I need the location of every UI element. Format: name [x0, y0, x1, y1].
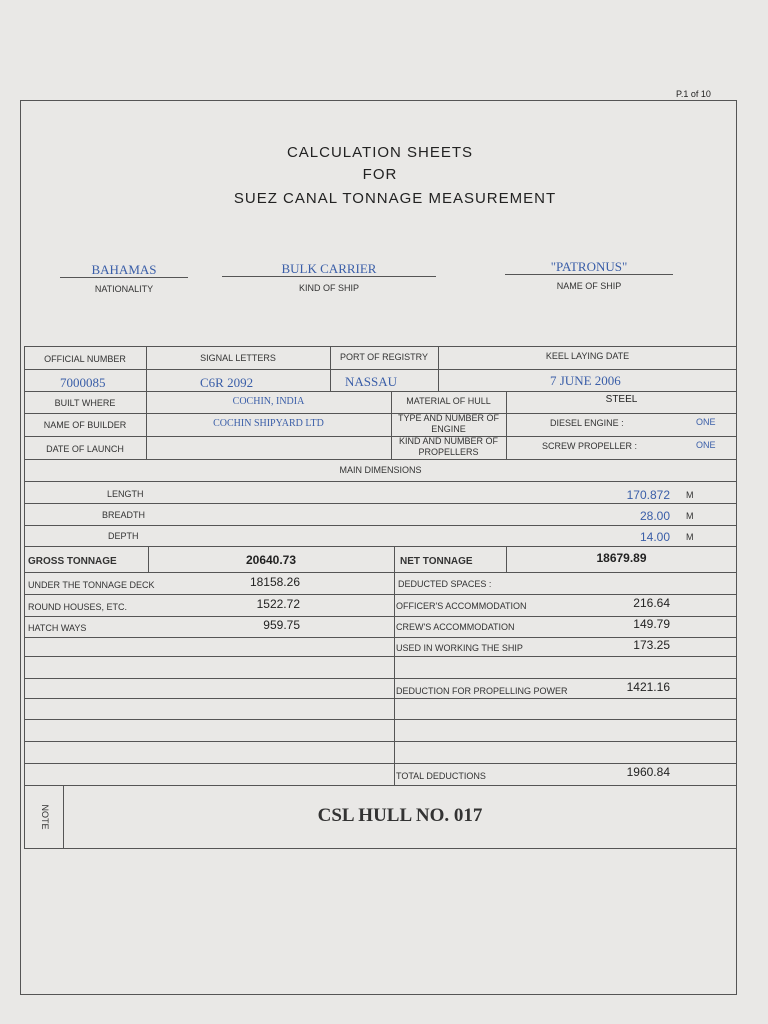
title-line-1: CALCULATION SHEETS — [286, 144, 474, 161]
under-tonnage-deck-value: 18158.26 — [249, 575, 300, 589]
round-houses-value: 1522.72 — [256, 597, 300, 611]
title-line-2: FOR — [362, 166, 398, 183]
official-number-label: OFFICIAL NUMBER — [44, 354, 126, 364]
signal-letters-value: C6R 2092 — [200, 375, 254, 390]
breadth-label: BREADTH — [102, 510, 146, 520]
title-line-3: SUEZ CANAL TONNAGE MEASUREMENT — [233, 190, 557, 207]
port-of-registry-label: PORT OF REGISTRY — [339, 352, 429, 362]
hatch-ways-value: 959.75 — [263, 618, 300, 632]
total-deductions-label: TOTAL DEDUCTIONS — [396, 771, 486, 781]
round-houses-label: ROUND HOUSES, ETC. — [28, 602, 128, 612]
ship-name-value: "PATRONUS" — [550, 259, 628, 274]
nationality-value: BAHAMAS — [91, 262, 157, 277]
kind-of-ship-label: KIND OF SHIP — [298, 283, 359, 293]
length-unit: M — [686, 490, 694, 500]
hatch-ways-label: HATCH WAYS — [28, 623, 87, 633]
gross-tonnage-value: 20640.73 — [245, 553, 297, 567]
net-tonnage-label: NET TONNAGE — [400, 556, 473, 567]
depth-label: DEPTH — [108, 531, 139, 541]
breadth-value: 28.00 — [639, 509, 670, 523]
depth-unit: M — [686, 532, 694, 542]
engine-type-value: DIESEL ENGINE : — [550, 418, 624, 428]
propelling-power-label: DEDUCTION FOR PROPELLING POWER — [396, 686, 568, 696]
under-tonnage-deck-label: UNDER THE TONNAGE DECK — [28, 580, 155, 590]
official-number-value: 7000085 — [60, 375, 106, 390]
keel-laying-date-label: KEEL LAYING DATE — [545, 351, 630, 361]
propelling-power-value: 1421.16 — [626, 680, 670, 694]
nationality-underline — [60, 277, 188, 278]
main-dimensions-heading: MAIN DIMENSIONS — [339, 465, 422, 475]
note-label: NOTE — [40, 804, 50, 830]
ship-name-label: NAME OF SHIP — [556, 281, 622, 291]
material-of-hull-label: MATERIAL OF HULL — [406, 396, 491, 406]
length-label: LENGTH — [107, 489, 144, 499]
officers-accommodation-value: 216.64 — [633, 596, 670, 610]
built-where-label: BUILT WHERE — [54, 398, 116, 408]
officers-accommodation-label: OFFICER'S ACCOMMODATION — [396, 601, 527, 611]
nationality-label: NATIONALITY — [94, 284, 154, 294]
total-deductions-value: 1960.84 — [626, 765, 670, 779]
gross-tonnage-label: GROSS TONNAGE — [28, 556, 117, 567]
working-ship-label: USED IN WORKING THE SHIP — [396, 643, 523, 653]
material-of-hull-value: STEEL — [605, 394, 638, 405]
propeller-count-value: ONE — [696, 440, 716, 450]
keel-laying-date-value: 7 JUNE 2006 — [550, 373, 621, 388]
deducted-spaces-label: DEDUCTED SPACES : — [398, 579, 492, 589]
propellers-label: KIND AND NUMBER OF PROPELLERS — [398, 436, 498, 457]
crews-accommodation-value: 149.79 — [633, 617, 670, 631]
engine-label: TYPE AND NUMBER OF ENGINE — [397, 413, 499, 434]
depth-value: 14.00 — [639, 530, 670, 544]
kind-of-ship-value: BULK CARRIER — [281, 261, 377, 276]
signal-letters-label: SIGNAL LETTERS — [200, 353, 276, 363]
hull-number-note: CSL HULL NO. 017 — [317, 805, 483, 826]
page-number: P.1 of 10 — [676, 89, 711, 99]
length-value: 170.872 — [626, 488, 670, 502]
crews-accommodation-label: CREW'S ACCOMMODATION — [396, 622, 515, 632]
port-of-registry-value: NASSAU — [345, 374, 398, 389]
ship-name-underline — [505, 274, 673, 275]
date-of-launch-label: DATE OF LAUNCH — [46, 444, 124, 454]
engine-count-value: ONE — [696, 417, 716, 427]
built-where-value: COCHIN, INDIA — [232, 396, 305, 407]
propeller-type-value: SCREW PROPELLER : — [542, 441, 638, 451]
form-frame — [20, 100, 737, 995]
builder-value: COCHIN SHIPYARD LTD — [213, 418, 324, 429]
kind-of-ship-underline — [222, 276, 436, 277]
working-ship-value: 173.25 — [633, 638, 670, 652]
breadth-unit: M — [686, 511, 694, 521]
builder-label: NAME OF BUILDER — [43, 420, 127, 430]
net-tonnage-value: 18679.89 — [596, 551, 647, 565]
